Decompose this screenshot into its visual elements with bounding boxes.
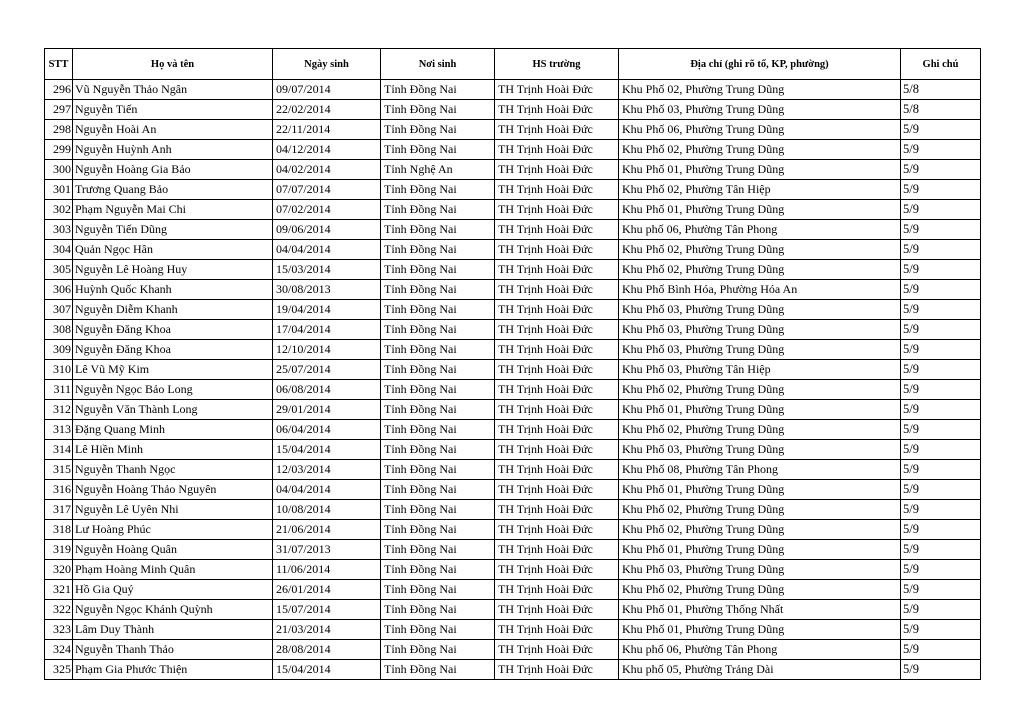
- header-note: Ghi chú: [901, 49, 981, 80]
- cell-note: 5/9: [901, 460, 981, 480]
- cell-note: 5/9: [901, 560, 981, 580]
- cell-note: 5/9: [901, 380, 981, 400]
- table-row: [45, 140, 981, 160]
- cell-name: Nguyễn Đăng Khoa: [73, 340, 273, 360]
- cell-name: Nguyễn Diễm Khanh: [73, 300, 273, 320]
- cell-dob: 15/04/2014: [273, 440, 381, 460]
- cell-name: Trương Quang Bảo: [73, 180, 273, 200]
- cell-birthplace: Tỉnh Đồng Nai: [381, 640, 495, 660]
- cell-school: TH Trịnh Hoài Đức: [495, 220, 619, 240]
- cell-school: TH Trịnh Hoài Đức: [495, 180, 619, 200]
- cell-birthplace: Tỉnh Đồng Nai: [381, 440, 495, 460]
- cell-note: 5/9: [901, 200, 981, 220]
- cell-address: Khu Phố 02, Phường Trung Dũng: [619, 580, 901, 600]
- table-row: [45, 240, 981, 260]
- table-row: [45, 100, 981, 120]
- cell-address: Khu Phố 02, Phường Trung Dũng: [619, 520, 901, 540]
- table-row: [45, 520, 981, 540]
- cell-stt: 297: [45, 100, 73, 120]
- cell-address: Khu Phố 03, Phường Trung Dũng: [619, 100, 901, 120]
- cell-school: TH Trịnh Hoài Đức: [495, 580, 619, 600]
- cell-birthplace: Tỉnh Đồng Nai: [381, 320, 495, 340]
- cell-stt: 302: [45, 200, 73, 220]
- cell-school: TH Trịnh Hoài Đức: [495, 460, 619, 480]
- cell-birthplace: Tỉnh Đồng Nai: [381, 500, 495, 520]
- cell-dob: 04/04/2014: [273, 240, 381, 260]
- cell-stt: 319: [45, 540, 73, 560]
- cell-address: Khu Phố 03, Phường Trung Dũng: [619, 340, 901, 360]
- table-row: [45, 460, 981, 480]
- cell-dob: 12/03/2014: [273, 460, 381, 480]
- cell-dob: 12/10/2014: [273, 340, 381, 360]
- cell-note: 5/8: [901, 80, 981, 100]
- cell-school: TH Trịnh Hoài Đức: [495, 560, 619, 580]
- cell-school: TH Trịnh Hoài Đức: [495, 660, 619, 680]
- cell-stt: 309: [45, 340, 73, 360]
- cell-school: TH Trịnh Hoài Đức: [495, 300, 619, 320]
- cell-address: Khu Phố 02, Phường Trung Dũng: [619, 380, 901, 400]
- cell-address: Khu Phố 08, Phường Tân Phong: [619, 460, 901, 480]
- cell-note: 5/9: [901, 400, 981, 420]
- cell-name: Lâm Duy Thành: [73, 620, 273, 640]
- cell-name: Nguyễn Ngọc Bảo Long: [73, 380, 273, 400]
- cell-stt: 316: [45, 480, 73, 500]
- cell-note: 5/9: [901, 600, 981, 620]
- cell-stt: 305: [45, 260, 73, 280]
- cell-birthplace: Tỉnh Đồng Nai: [381, 260, 495, 280]
- cell-dob: 19/04/2014: [273, 300, 381, 320]
- cell-note: 5/9: [901, 440, 981, 460]
- cell-name: Nguyễn Thanh Ngọc: [73, 460, 273, 480]
- table-row: [45, 380, 981, 400]
- cell-address: Khu Phố 01, Phường Trung Dũng: [619, 540, 901, 560]
- cell-note: 5/9: [901, 640, 981, 660]
- cell-school: TH Trịnh Hoài Đức: [495, 320, 619, 340]
- table-row: [45, 640, 981, 660]
- cell-note: 5/9: [901, 580, 981, 600]
- header-dob: Ngày sinh: [273, 49, 381, 80]
- cell-birthplace: Tỉnh Đồng Nai: [381, 600, 495, 620]
- table-row: [45, 340, 981, 360]
- cell-name: Quản Ngọc Hân: [73, 240, 273, 260]
- table-row: [45, 580, 981, 600]
- cell-school: TH Trịnh Hoài Đức: [495, 640, 619, 660]
- cell-dob: 31/07/2013: [273, 540, 381, 560]
- cell-school: TH Trịnh Hoài Đức: [495, 260, 619, 280]
- cell-school: TH Trịnh Hoài Đức: [495, 540, 619, 560]
- cell-address: Khu phố 05, Phường Trảng Dài: [619, 660, 901, 680]
- cell-name: Nguyễn Thanh Thảo: [73, 640, 273, 660]
- cell-address: Khu Phố 01, Phường Trung Dũng: [619, 480, 901, 500]
- cell-birthplace: Tỉnh Đồng Nai: [381, 400, 495, 420]
- cell-stt: 296: [45, 80, 73, 100]
- cell-address: Khu Phố 02, Phường Trung Dũng: [619, 240, 901, 260]
- cell-birthplace: Tỉnh Đồng Nai: [381, 660, 495, 680]
- cell-dob: 25/07/2014: [273, 360, 381, 380]
- cell-name: Nguyễn Lê Uyên Nhi: [73, 500, 273, 520]
- table-row: [45, 260, 981, 280]
- cell-note: 5/9: [901, 300, 981, 320]
- table-row: [45, 420, 981, 440]
- cell-name: Hồ Gia Quý: [73, 580, 273, 600]
- cell-note: 5/9: [901, 120, 981, 140]
- cell-note: 5/9: [901, 540, 981, 560]
- cell-note: 5/9: [901, 320, 981, 340]
- student-list-sheet: [44, 48, 981, 680]
- cell-stt: 308: [45, 320, 73, 340]
- cell-stt: 323: [45, 620, 73, 640]
- header-address: Địa chỉ (ghi rõ tổ, KP, phường): [619, 49, 901, 80]
- cell-stt: 322: [45, 600, 73, 620]
- cell-birthplace: Tỉnh Đồng Nai: [381, 580, 495, 600]
- cell-birthplace: Tỉnh Đồng Nai: [381, 540, 495, 560]
- cell-address: Khu Phố 01, Phường Thống Nhất: [619, 600, 901, 620]
- cell-name: Nguyễn Ngọc Khánh Quỳnh: [73, 600, 273, 620]
- cell-stt: 299: [45, 140, 73, 160]
- cell-name: Phạm Gia Phước Thiện: [73, 660, 273, 680]
- cell-address: Khu Phố 02, Phường Trung Dũng: [619, 140, 901, 160]
- cell-dob: 07/02/2014: [273, 200, 381, 220]
- cell-stt: 315: [45, 460, 73, 480]
- cell-note: 5/9: [901, 340, 981, 360]
- cell-stt: 321: [45, 580, 73, 600]
- cell-stt: 312: [45, 400, 73, 420]
- header-stt: STT: [45, 49, 73, 80]
- cell-stt: 301: [45, 180, 73, 200]
- cell-note: 5/9: [901, 660, 981, 680]
- cell-dob: 11/06/2014: [273, 560, 381, 580]
- cell-school: TH Trịnh Hoài Đức: [495, 200, 619, 220]
- cell-address: Khu Phố 03, Phường Trung Dũng: [619, 560, 901, 580]
- cell-address: Khu Phố 03, Phường Trung Dũng: [619, 440, 901, 460]
- cell-birthplace: Tỉnh Đồng Nai: [381, 240, 495, 260]
- cell-school: TH Trịnh Hoài Đức: [495, 480, 619, 500]
- cell-name: Phạm Nguyễn Mai Chi: [73, 200, 273, 220]
- header-school: HS trường: [495, 49, 619, 80]
- cell-name: Lê Vũ Mỹ Kim: [73, 360, 273, 380]
- cell-note: 5/9: [901, 220, 981, 240]
- table-row: [45, 320, 981, 340]
- cell-note: 5/9: [901, 160, 981, 180]
- cell-dob: 15/07/2014: [273, 600, 381, 620]
- cell-note: 5/9: [901, 360, 981, 380]
- cell-school: TH Trịnh Hoài Đức: [495, 280, 619, 300]
- cell-school: TH Trịnh Hoài Đức: [495, 120, 619, 140]
- header-birthplace: Nơi sinh: [381, 49, 495, 80]
- cell-address: Khu Phố 03, Phường Trung Dũng: [619, 320, 901, 340]
- cell-name: Lư Hoàng Phúc: [73, 520, 273, 540]
- table-row: [45, 540, 981, 560]
- cell-dob: 17/04/2014: [273, 320, 381, 340]
- table-row: [45, 300, 981, 320]
- cell-dob: 21/03/2014: [273, 620, 381, 640]
- cell-stt: 310: [45, 360, 73, 380]
- cell-school: TH Trịnh Hoài Đức: [495, 520, 619, 540]
- cell-school: TH Trịnh Hoài Đức: [495, 380, 619, 400]
- cell-dob: 10/08/2014: [273, 500, 381, 520]
- table-row: [45, 80, 981, 100]
- cell-note: 5/9: [901, 140, 981, 160]
- cell-name: Nguyễn Hoàng Thảo Nguyên: [73, 480, 273, 500]
- cell-stt: 298: [45, 120, 73, 140]
- cell-name: Nguyễn Lê Hoàng Huy: [73, 260, 273, 280]
- cell-dob: 09/07/2014: [273, 80, 381, 100]
- cell-note: 5/9: [901, 240, 981, 260]
- cell-address: Khu Phố 02, Phường Trung Dũng: [619, 420, 901, 440]
- cell-stt: 303: [45, 220, 73, 240]
- table-row: [45, 160, 981, 180]
- cell-address: Khu Phố Bình Hóa, Phường Hóa An: [619, 280, 901, 300]
- table-row: [45, 220, 981, 240]
- cell-birthplace: Tỉnh Đồng Nai: [381, 380, 495, 400]
- cell-address: Khu Phố 03, Phường Trung Dũng: [619, 300, 901, 320]
- cell-name: Nguyễn Đăng Khoa: [73, 320, 273, 340]
- cell-address: Khu Phố 02, Phường Trung Dũng: [619, 80, 901, 100]
- cell-dob: 21/06/2014: [273, 520, 381, 540]
- cell-dob: 28/08/2014: [273, 640, 381, 660]
- cell-birthplace: Tỉnh Đồng Nai: [381, 180, 495, 200]
- header-row: [45, 49, 981, 80]
- header-name: Họ và tên: [73, 49, 273, 80]
- cell-address: Khu Phố 02, Phường Trung Dũng: [619, 500, 901, 520]
- cell-school: TH Trịnh Hoài Đức: [495, 160, 619, 180]
- cell-name: Nguyễn Văn Thành Long: [73, 400, 273, 420]
- cell-birthplace: Tỉnh Đồng Nai: [381, 340, 495, 360]
- cell-dob: 04/04/2014: [273, 480, 381, 500]
- cell-name: Phạm Hoàng Minh Quân: [73, 560, 273, 580]
- cell-address: Khu Phố 01, Phường Trung Dũng: [619, 400, 901, 420]
- cell-note: 5/8: [901, 100, 981, 120]
- cell-dob: 26/01/2014: [273, 580, 381, 600]
- cell-address: Khu Phố 02, Phường Trung Dũng: [619, 260, 901, 280]
- table-body: [45, 80, 981, 680]
- cell-note: 5/9: [901, 500, 981, 520]
- cell-stt: 300: [45, 160, 73, 180]
- table-row: [45, 620, 981, 640]
- cell-dob: 15/03/2014: [273, 260, 381, 280]
- cell-birthplace: Tỉnh Đồng Nai: [381, 140, 495, 160]
- cell-address: Khu Phố 02, Phường Tân Hiệp: [619, 180, 901, 200]
- cell-birthplace: Tỉnh Đồng Nai: [381, 620, 495, 640]
- cell-address: Khu phố 06, Phường Tân Phong: [619, 640, 901, 660]
- cell-school: TH Trịnh Hoài Đức: [495, 340, 619, 360]
- table-row: [45, 280, 981, 300]
- cell-dob: 22/11/2014: [273, 120, 381, 140]
- table-row: [45, 400, 981, 420]
- cell-dob: 09/06/2014: [273, 220, 381, 240]
- cell-birthplace: Tỉnh Đồng Nai: [381, 100, 495, 120]
- cell-stt: 318: [45, 520, 73, 540]
- cell-school: TH Trịnh Hoài Đức: [495, 620, 619, 640]
- cell-name: Nguyễn Huỳnh Anh: [73, 140, 273, 160]
- cell-name: Nguyễn Hoàng Quân: [73, 540, 273, 560]
- cell-note: 5/9: [901, 620, 981, 640]
- cell-name: Nguyễn Hoàng Gia Bảo: [73, 160, 273, 180]
- cell-dob: 15/04/2014: [273, 660, 381, 680]
- cell-note: 5/9: [901, 260, 981, 280]
- table-row: [45, 500, 981, 520]
- cell-address: Khu Phố 03, Phường Tân Hiệp: [619, 360, 901, 380]
- cell-note: 5/9: [901, 520, 981, 540]
- cell-note: 5/9: [901, 420, 981, 440]
- cell-stt: 306: [45, 280, 73, 300]
- cell-stt: 307: [45, 300, 73, 320]
- cell-school: TH Trịnh Hoài Đức: [495, 440, 619, 460]
- cell-school: TH Trịnh Hoài Đức: [495, 420, 619, 440]
- cell-name: Huỳnh Quốc Khanh: [73, 280, 273, 300]
- cell-address: Khu Phố 01, Phường Trung Dũng: [619, 620, 901, 640]
- table-row: [45, 480, 981, 500]
- cell-note: 5/9: [901, 480, 981, 500]
- cell-birthplace: Tỉnh Đồng Nai: [381, 560, 495, 580]
- cell-stt: 324: [45, 640, 73, 660]
- cell-name: Lê Hiền Minh: [73, 440, 273, 460]
- cell-dob: 29/01/2014: [273, 400, 381, 420]
- cell-dob: 06/08/2014: [273, 380, 381, 400]
- cell-school: TH Trịnh Hoài Đức: [495, 140, 619, 160]
- cell-name: Nguyễn Tiến: [73, 100, 273, 120]
- table-row: [45, 440, 981, 460]
- table-row: [45, 560, 981, 580]
- cell-address: Khu Phố 01, Phường Trung Dũng: [619, 200, 901, 220]
- cell-stt: 325: [45, 660, 73, 680]
- cell-school: TH Trịnh Hoài Đức: [495, 400, 619, 420]
- cell-birthplace: Tỉnh Đồng Nai: [381, 300, 495, 320]
- cell-birthplace: Tỉnh Đồng Nai: [381, 520, 495, 540]
- cell-stt: 320: [45, 560, 73, 580]
- cell-school: TH Trịnh Hoài Đức: [495, 240, 619, 260]
- cell-birthplace: Tỉnh Đồng Nai: [381, 80, 495, 100]
- cell-address: Khu Phố 06, Phường Trung Dũng: [619, 120, 901, 140]
- cell-birthplace: Tỉnh Đồng Nai: [381, 220, 495, 240]
- cell-name: Nguyễn Hoài An: [73, 120, 273, 140]
- cell-address: Khu Phố 01, Phường Trung Dũng: [619, 160, 901, 180]
- cell-birthplace: Tỉnh Đồng Nai: [381, 280, 495, 300]
- cell-dob: 22/02/2014: [273, 100, 381, 120]
- cell-birthplace: Tỉnh Nghệ An: [381, 160, 495, 180]
- cell-school: TH Trịnh Hoài Đức: [495, 100, 619, 120]
- cell-dob: 04/02/2014: [273, 160, 381, 180]
- cell-stt: 314: [45, 440, 73, 460]
- cell-name: Vũ Nguyễn Thảo Ngân: [73, 80, 273, 100]
- student-table: [44, 48, 981, 680]
- cell-stt: 311: [45, 380, 73, 400]
- table-row: [45, 180, 981, 200]
- cell-name: Đặng Quang Minh: [73, 420, 273, 440]
- cell-dob: 30/08/2013: [273, 280, 381, 300]
- cell-dob: 06/04/2014: [273, 420, 381, 440]
- table-row: [45, 660, 981, 680]
- cell-address: Khu phố 06, Phường Tân Phong: [619, 220, 901, 240]
- cell-birthplace: Tỉnh Đồng Nai: [381, 120, 495, 140]
- table-row: [45, 200, 981, 220]
- cell-school: TH Trịnh Hoài Đức: [495, 600, 619, 620]
- cell-birthplace: Tỉnh Đồng Nai: [381, 480, 495, 500]
- cell-birthplace: Tỉnh Đồng Nai: [381, 360, 495, 380]
- cell-school: TH Trịnh Hoài Đức: [495, 500, 619, 520]
- table-row: [45, 600, 981, 620]
- cell-dob: 07/07/2014: [273, 180, 381, 200]
- cell-school: TH Trịnh Hoài Đức: [495, 80, 619, 100]
- table-row: [45, 360, 981, 380]
- cell-note: 5/9: [901, 180, 981, 200]
- cell-birthplace: Tỉnh Đồng Nai: [381, 460, 495, 480]
- cell-birthplace: Tỉnh Đồng Nai: [381, 200, 495, 220]
- cell-stt: 304: [45, 240, 73, 260]
- cell-name: Nguyễn Tiến Dũng: [73, 220, 273, 240]
- cell-stt: 313: [45, 420, 73, 440]
- cell-dob: 04/12/2014: [273, 140, 381, 160]
- cell-school: TH Trịnh Hoài Đức: [495, 360, 619, 380]
- cell-stt: 317: [45, 500, 73, 520]
- cell-note: 5/9: [901, 280, 981, 300]
- cell-birthplace: Tỉnh Đồng Nai: [381, 420, 495, 440]
- table-row: [45, 120, 981, 140]
